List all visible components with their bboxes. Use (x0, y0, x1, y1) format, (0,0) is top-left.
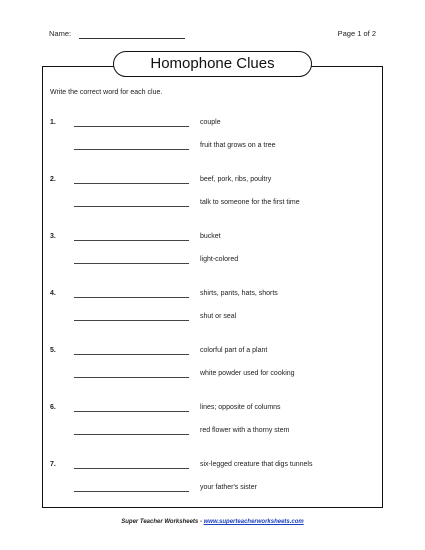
clue-text: light-colored (200, 256, 239, 263)
worksheet-frame (42, 66, 383, 508)
clue-text: couple (200, 119, 221, 126)
question-number: 2. (50, 176, 56, 183)
answer-line[interactable] (74, 320, 189, 321)
question-number: 4. (50, 290, 56, 297)
clue-text: fruit that grows on a tree (200, 142, 276, 149)
clue-text: bucket (200, 233, 221, 240)
question-number: 5. (50, 347, 56, 354)
answer-line[interactable] (74, 434, 189, 435)
footer-brand: Super Teacher Worksheets (121, 519, 199, 525)
answer-line[interactable] (74, 411, 189, 412)
footer-link[interactable]: www.superteacherworksheets.com (203, 519, 304, 525)
question-number: 3. (50, 233, 56, 240)
footer (0, 519, 425, 525)
question-number: 6. (50, 404, 56, 411)
answer-line[interactable] (74, 377, 189, 378)
clue-text: beef, pork, ribs, poultry (200, 176, 272, 183)
clue-text: your father's sister (200, 484, 257, 491)
answer-line[interactable] (74, 468, 189, 469)
clue-text: shut or seal (200, 313, 237, 320)
answer-line[interactable] (74, 297, 189, 298)
answer-line[interactable] (74, 491, 189, 492)
worksheet-title: Homophone Clues (113, 51, 312, 77)
page-number: Page 1 of 2 (337, 29, 376, 38)
footer-separator: - (199, 519, 202, 525)
answer-line[interactable] (74, 126, 189, 127)
answer-line[interactable] (74, 183, 189, 184)
answer-line[interactable] (74, 206, 189, 207)
question-number: 7. (50, 461, 56, 468)
answer-line[interactable] (74, 263, 189, 264)
answer-line[interactable] (74, 149, 189, 150)
answer-line[interactable] (74, 354, 189, 355)
clue-text: six-legged creature that digs tunnels (200, 461, 313, 468)
clue-text: red flower with a thorny stem (200, 427, 290, 434)
answer-line[interactable] (74, 240, 189, 241)
instructions: Write the correct word for each clue. (50, 89, 163, 96)
clue-text: shirts, pants, hats, shorts (200, 290, 278, 297)
clue-text: white powder used for cooking (200, 370, 295, 377)
name-field-line[interactable] (79, 38, 185, 39)
clue-text: lines; opposite of columns (200, 404, 281, 411)
question-number: 1. (50, 119, 56, 126)
clue-text: colorful part of a plant (200, 347, 268, 354)
clue-text: talk to someone for the first time (200, 199, 300, 206)
name-label: Name: (49, 29, 72, 38)
